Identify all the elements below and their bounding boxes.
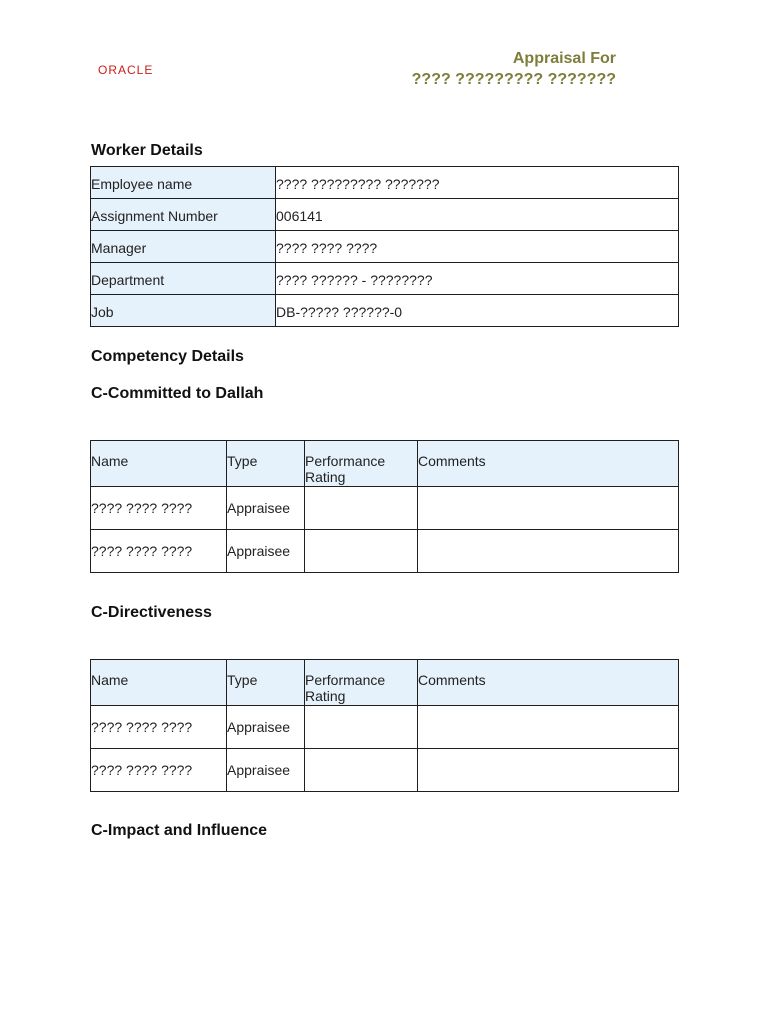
appraiser-type: Appraisee — [227, 706, 305, 749]
appraiser-type: Appraisee — [227, 749, 305, 792]
competency-section-title: C-Directiveness — [91, 604, 212, 621]
table-row — [91, 263, 679, 295]
table-row — [91, 167, 679, 199]
competency-section-title: C-Committed to Dallah — [91, 385, 264, 402]
rating-header-line2: Rating — [305, 469, 346, 485]
col-header-name: Name — [91, 441, 227, 487]
worker-details-title: Worker Details — [91, 142, 203, 159]
assignment-number-label: Assignment Number — [91, 199, 276, 231]
col-header-rating — [305, 441, 418, 487]
appraisal-header — [412, 48, 616, 90]
job-label: Job — [91, 295, 276, 327]
appraiser-type: Appraisee — [227, 487, 305, 530]
performance-rating-cell — [305, 706, 418, 749]
comments-cell — [418, 706, 679, 749]
col-header-type: Type — [227, 441, 305, 487]
rating-header-line1: Performance — [305, 453, 386, 469]
job-value: DB-????? ??????-0 — [276, 295, 679, 327]
performance-rating-cell — [305, 530, 418, 573]
table-row — [91, 199, 679, 231]
appraiser-name: ???? ???? ???? — [91, 487, 227, 530]
appraiser-name: ???? ???? ???? — [91, 749, 227, 792]
comments-cell — [418, 749, 679, 792]
employee-name-label: Employee name — [91, 167, 276, 199]
manager-label: Manager — [91, 231, 276, 263]
col-header-comments: Comments — [418, 660, 679, 706]
table-row — [91, 231, 679, 263]
table-row — [91, 487, 679, 530]
col-header-comments: Comments — [418, 441, 679, 487]
table-row — [91, 530, 679, 573]
appraisal-label: Appraisal For — [512, 50, 616, 67]
performance-rating-cell — [305, 487, 418, 530]
manager-value: ???? ???? ???? — [276, 231, 679, 263]
performance-rating-cell — [305, 749, 418, 792]
oracle-logo: ORACLE — [98, 63, 154, 77]
comments-cell — [418, 487, 679, 530]
competency-table-directiveness — [90, 659, 679, 792]
department-label: Department — [91, 263, 276, 295]
department-value: ???? ?????? - ???????? — [276, 263, 679, 295]
table-header-row — [91, 660, 679, 706]
employee-name-value: ???? ????????? ??????? — [276, 167, 679, 199]
appraiser-name: ???? ???? ???? — [91, 706, 227, 749]
table-row — [91, 706, 679, 749]
col-header-name: Name — [91, 660, 227, 706]
col-header-type: Type — [227, 660, 305, 706]
assignment-number-value: 006141 — [276, 199, 679, 231]
competency-table-committed — [90, 440, 679, 573]
rating-header-line1: Performance — [305, 672, 386, 688]
appraiser-name: ???? ???? ???? — [91, 530, 227, 573]
appraiser-type: Appraisee — [227, 530, 305, 573]
table-header-row — [91, 441, 679, 487]
table-row — [91, 295, 679, 327]
competency-details-title: Competency Details — [91, 348, 244, 365]
worker-details-table — [90, 166, 679, 327]
table-row — [91, 749, 679, 792]
appraisal-employee-name: ???? ????????? ??????? — [411, 71, 616, 88]
competency-section-title: C-Impact and Influence — [91, 822, 268, 839]
col-header-rating — [305, 660, 418, 706]
comments-cell — [418, 530, 679, 573]
rating-header-line2: Rating — [305, 688, 346, 704]
